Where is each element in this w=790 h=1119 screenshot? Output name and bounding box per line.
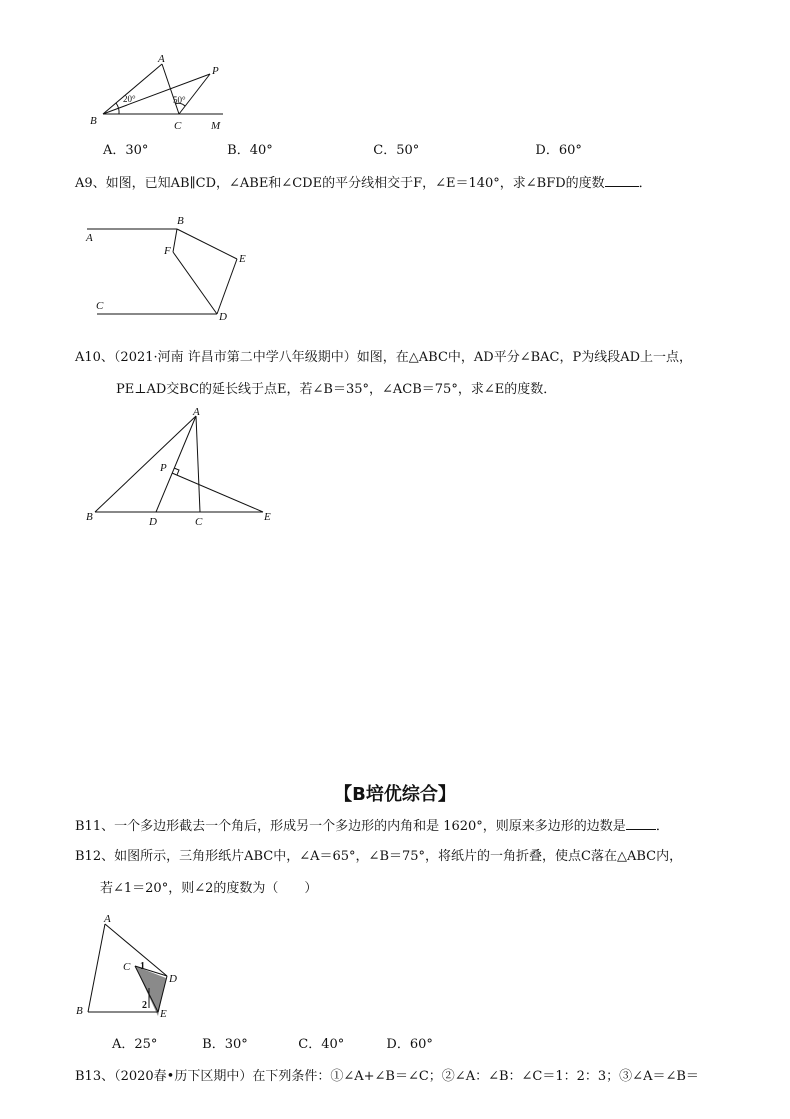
q11-text: B11、一个多边形截去一个角后，形成另一个多边形的内角和是 1620°，则原来多边形的边数是 xyxy=(75,819,626,834)
q8-label-c: C xyxy=(174,120,182,132)
q8-label-p: P xyxy=(212,65,219,77)
q9-label-f: F xyxy=(164,245,171,257)
q11-answer-blank[interactable] xyxy=(626,817,656,830)
q10-question-line1: A10、（2021·河南 许昌市第二中学八年级期中）如图，在△ABC中，AD平分∠BAC，P为线段AD上一点， xyxy=(75,350,693,365)
q8-option-a[interactable]: A．30° xyxy=(103,143,149,158)
q8-label-b: B xyxy=(90,115,97,127)
q8-angle-50: 50° xyxy=(173,95,186,105)
q12-label-e: E xyxy=(160,1008,167,1020)
q8-option-d[interactable]: D．60° xyxy=(535,143,582,158)
q9-figure xyxy=(82,212,262,324)
q8-figure xyxy=(85,52,245,132)
q12-angle-1: 1 xyxy=(140,961,145,972)
q12-label-c: C xyxy=(123,961,131,973)
q10-label-e: E xyxy=(264,511,271,523)
q10-label-b: B xyxy=(86,511,93,523)
q10-figure xyxy=(80,404,290,528)
q9-text-after: AB∥CD，∠ABE和∠CDE的平分线相交于F，∠E＝140°，求∠BFD的度数 xyxy=(170,176,605,191)
q12-question-line1: B12、如图所示，三角形纸片ABC中，∠A＝65°，∠B＝75°，将纸片的一角折叠，使点C落在△ABC内， xyxy=(75,849,683,864)
q12-question-line2: 若∠1＝20°，则∠2的度数为（ ） xyxy=(100,881,318,896)
q9-question: A9、如图，已知AB∥CD，∠ABE和∠CDE的平分线相交于F，∠E＝140°，求∠BFD的度数 ． xyxy=(75,176,652,191)
q10-label-c: C xyxy=(195,516,203,528)
q12-figure xyxy=(70,914,190,1022)
q12-option-a[interactable]: A．25° xyxy=(112,1037,158,1052)
q12-option-d[interactable]: D．60° xyxy=(386,1037,433,1052)
q12-label-d: D xyxy=(169,973,177,985)
q12-angle-2: 2 xyxy=(142,1000,147,1011)
q8-label-a: A xyxy=(158,53,165,65)
q9-label-c: C xyxy=(96,300,104,312)
q11-end: ． xyxy=(655,819,669,834)
q8-option-b[interactable]: B．40° xyxy=(227,143,273,158)
q10-question-line2: PE⊥AD交BC的延长线于点E，若∠B＝35°，∠ACB＝75°，求∠E的度数． xyxy=(116,382,557,397)
q12-label-a: A xyxy=(104,914,111,925)
q8-options xyxy=(103,142,582,160)
q9-text-before: A9、如图，已知 xyxy=(75,176,171,191)
q10-label-a: A xyxy=(193,406,200,418)
q9-label-a: A xyxy=(86,232,93,244)
q12-options xyxy=(112,1036,433,1054)
q9-label-e: E xyxy=(239,253,246,265)
q12-label-b: B xyxy=(76,1005,83,1017)
q12-option-c[interactable]: C．40° xyxy=(298,1037,345,1052)
q13-question-line1: B13、（2020春•历下区期中）在下列条件：①∠A+∠B＝∠C；②∠A：∠B：∠C＝1：2：3；③∠A＝∠B＝ xyxy=(75,1069,699,1084)
q8-angle-20: 20° xyxy=(123,94,136,104)
q8-option-c[interactable]: C．50° xyxy=(373,143,420,158)
q9-answer-blank[interactable] xyxy=(605,174,639,187)
q11-question xyxy=(75,817,669,836)
q9-label-b: B xyxy=(177,215,184,227)
q8-label-m: M xyxy=(211,120,221,132)
q10-label-p: P xyxy=(160,462,167,474)
q10-label-d: D xyxy=(149,516,157,528)
q12-option-b[interactable]: B．30° xyxy=(202,1037,248,1052)
q9-label-d: D xyxy=(219,311,227,323)
section-b-heading: 【B培优综合】 xyxy=(334,784,456,805)
